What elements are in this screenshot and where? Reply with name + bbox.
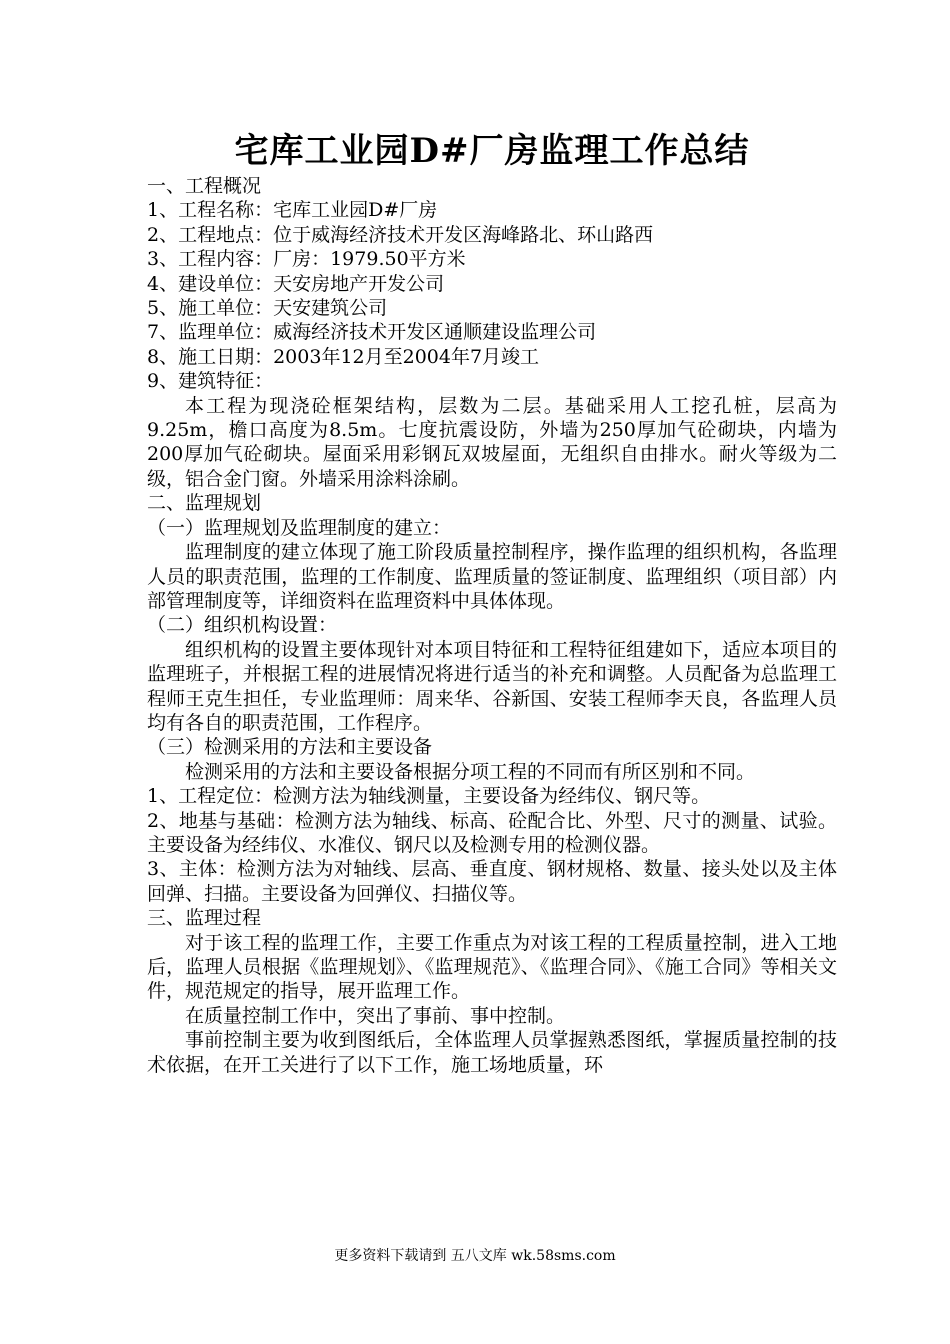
section-heading-process: 三、监理过程: [147, 907, 262, 930]
document-title: 宅库工业园D#厂房监理工作总结: [234, 131, 750, 171]
overview-item: 2、工程地点：位于威海经济技术开发区海峰路北、环山路西: [147, 223, 654, 246]
building-features-paragraph: 本工程为现浇砼框架结构，层数为二层。基础采用人工挖孔桩，层高为9.25m，檐口高度为8.5m。七度抗震设防，外墙为250厚加气砼砌块，内墙为200厚加气砼砌块。屋面采用彩钢瓦双坡屋面，无组织自由排水。耐火等级为二级，铝合金门窗。外墙采用涂料涂刷。: [147, 394, 837, 490]
paragraph: 监理制度的建立体现了施工阶段质量控制程序，操作监理的组织机构，各监理人员的职责范围，监理的工作制度、监理质量的签证制度、监理组织（项目部）内部管理制度等，详细资料在监理资料中具体体现。: [147, 541, 837, 612]
paragraph: 对于该工程的监理工作，主要工作重点为对该工程的工程质量控制，进入工地后，监理人员根据《监理规划》、《监理规范》、《监理合同》、《施工合同》等相关文件，规范规定的指导，展开监理工作。: [147, 931, 837, 1003]
paragraph: 事前控制主要为收到图纸后，全体监理人员掌握熟悉图纸，掌握质量控制的技术依据，在开工关进行了以下工作，施工场地质量，环: [147, 1029, 837, 1076]
section-heading-overview: 一、工程概况: [147, 175, 262, 197]
overview-item: 1、工程名称：宅库工业园D#厂房: [147, 199, 438, 222]
paragraph: 组织机构的设置主要体现针对本项目特征和工程特征组建如下，适应本项目的监理班子，并根据工程的进展情况将进行适当的补充和调整。人员配备为总监理工程师王克生担任，专业监理师：周来华、谷新国、安装工程师李天良，各监理人员均有各自的职责范围，工作程序。: [147, 638, 837, 734]
inspection-item: 2、地基与基础：检测方法为轴线、标高、砼配合比、外型、尺寸的测量、试验。主要设备为经纬仪、水准仪、钢尺以及检测专用的检测仪器。: [147, 809, 837, 856]
subsection-heading: （一）监理规划及监理制度的建立：: [147, 516, 452, 539]
inspection-item: 3、主体：检测方法为对轴线、层高、垂直度、钢材规格、数量、接头处以及主体回弹、扫描。主要设备为回弹仪、扫描仪等。: [147, 858, 837, 905]
overview-item: 8、施工日期：2003年12月至2004年7月竣工: [147, 345, 540, 368]
overview-item: 5、施工单位：天安建筑公司: [147, 297, 388, 320]
overview-item: 7、监理单位：威海经济技术开发区通顺建设监理公司: [147, 321, 597, 344]
section-heading-planning: 二、监理规划: [147, 492, 262, 515]
overview-item: 4、建设单位：天安房地产开发公司: [147, 272, 445, 295]
overview-item: 3、工程内容：厂房：1979.50平方米: [147, 248, 466, 271]
document-page: [147, 128, 837, 1077]
inspection-item: 1、工程定位：检测方法为轴线测量，主要设备为经纬仪、钢尺等。: [147, 785, 711, 808]
subsection-heading: （二）组织机构设置：: [147, 614, 338, 637]
overview-item: 9、建筑特征：: [147, 370, 274, 393]
footer-watermark-text: 更多资料下载请到 五八文库 wk.58sms.com: [334, 1248, 616, 1264]
paragraph: 检测采用的方法和主要设备根据分项工程的不同而有所区别和不同。: [185, 760, 756, 783]
paragraph: 在质量控制工作中，突出了事前、事中控制。: [185, 1004, 566, 1027]
subsection-heading: （三）检测采用的方法和主要设备: [147, 736, 433, 759]
